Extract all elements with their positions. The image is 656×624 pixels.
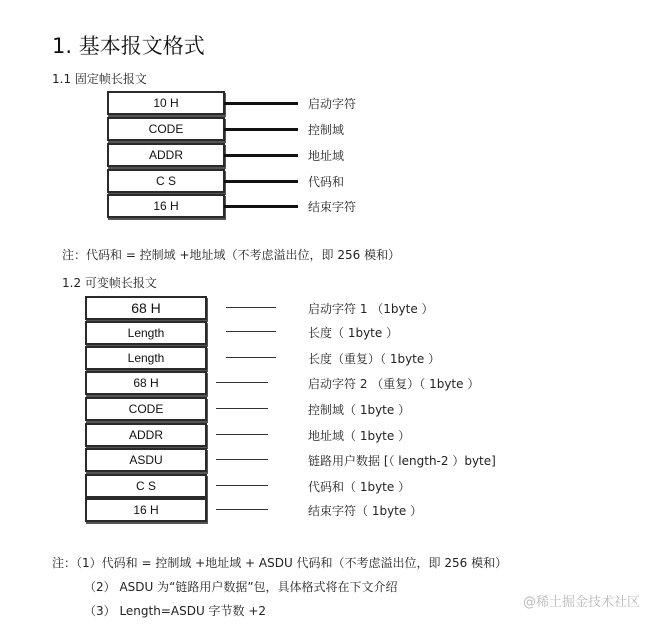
- connector-line: [224, 154, 298, 157]
- field-description: 长度（ 1byte ）: [308, 326, 399, 340]
- variable-field-box: Length: [85, 321, 207, 345]
- section-heading-variable: 1.2 可变帧长报文: [62, 276, 157, 290]
- field-description: 长度（重复）（ 1byte ）: [308, 352, 441, 366]
- connector-line: [216, 408, 268, 409]
- connector-line: [224, 205, 298, 208]
- connector-line: [226, 331, 276, 332]
- field-description: 地址域: [308, 149, 345, 163]
- fixed-field-box: CODE: [107, 117, 225, 141]
- field-description: 启动字符: [308, 97, 357, 111]
- variable-field-box: CODE: [85, 397, 207, 421]
- connector-line: [216, 434, 268, 435]
- variable-field-box: Length: [85, 346, 207, 370]
- variable-note-1: 注：（1）代码和 = 控制域 +地址域 + ASDU 代码和（不考虑溢出位，即 256 模和）: [52, 556, 508, 570]
- variable-note-3: （3） Length=ASDU 字节数 +2: [84, 604, 267, 618]
- connector-line: [216, 485, 268, 486]
- variable-field-box: ASDU: [85, 448, 207, 472]
- connector-line: [224, 102, 298, 105]
- connector-line: [216, 509, 268, 510]
- watermark: @稀土掘金技术社区: [522, 595, 640, 610]
- page-title: 1. 基本报文格式: [52, 34, 205, 58]
- field-description: 结束字符（ 1byte ）: [308, 504, 423, 518]
- field-description: 控制域: [308, 123, 345, 137]
- fixed-field-box: 16 H: [107, 194, 225, 218]
- variable-field-box: C S: [85, 474, 207, 498]
- connector-line: [224, 180, 298, 183]
- variable-note-2: （2） ASDU 为“链路用户数据”包，具体格式将在下文介绍: [84, 580, 398, 594]
- connector-line: [226, 357, 276, 358]
- fixed-note: 注：代码和 = 控制域 +地址域（不考虑溢出位，即 256 模和）: [62, 248, 401, 262]
- fixed-field-box: 10 H: [107, 91, 225, 115]
- field-description: 控制域（ 1byte ）: [308, 403, 411, 417]
- variable-field-box: 68 H: [85, 296, 207, 320]
- variable-field-box: ADDR: [85, 423, 207, 447]
- section-heading-fixed: 1.1 固定帧长报文: [52, 72, 147, 86]
- variable-field-box: 16 H: [85, 498, 207, 522]
- field-description: 链路用户数据 [（ length-2 ）byte]: [308, 454, 496, 468]
- field-description: 地址域（ 1byte ）: [308, 429, 411, 443]
- fixed-field-box: ADDR: [107, 143, 225, 167]
- variable-field-box: 68 H: [85, 371, 207, 395]
- field-description: 启动字符 1 （1byte ）: [308, 302, 434, 316]
- field-description: 启动字符 2 （重复）（ 1byte ）: [308, 377, 480, 391]
- fixed-field-box: C S: [107, 169, 225, 193]
- connector-line: [216, 459, 268, 460]
- field-description: 结束字符: [308, 200, 357, 214]
- field-description: 代码和（ 1byte ）: [308, 480, 411, 494]
- field-description: 代码和: [308, 175, 345, 189]
- connector-line: [226, 307, 276, 308]
- connector-line: [216, 382, 268, 383]
- connector-line: [224, 128, 298, 131]
